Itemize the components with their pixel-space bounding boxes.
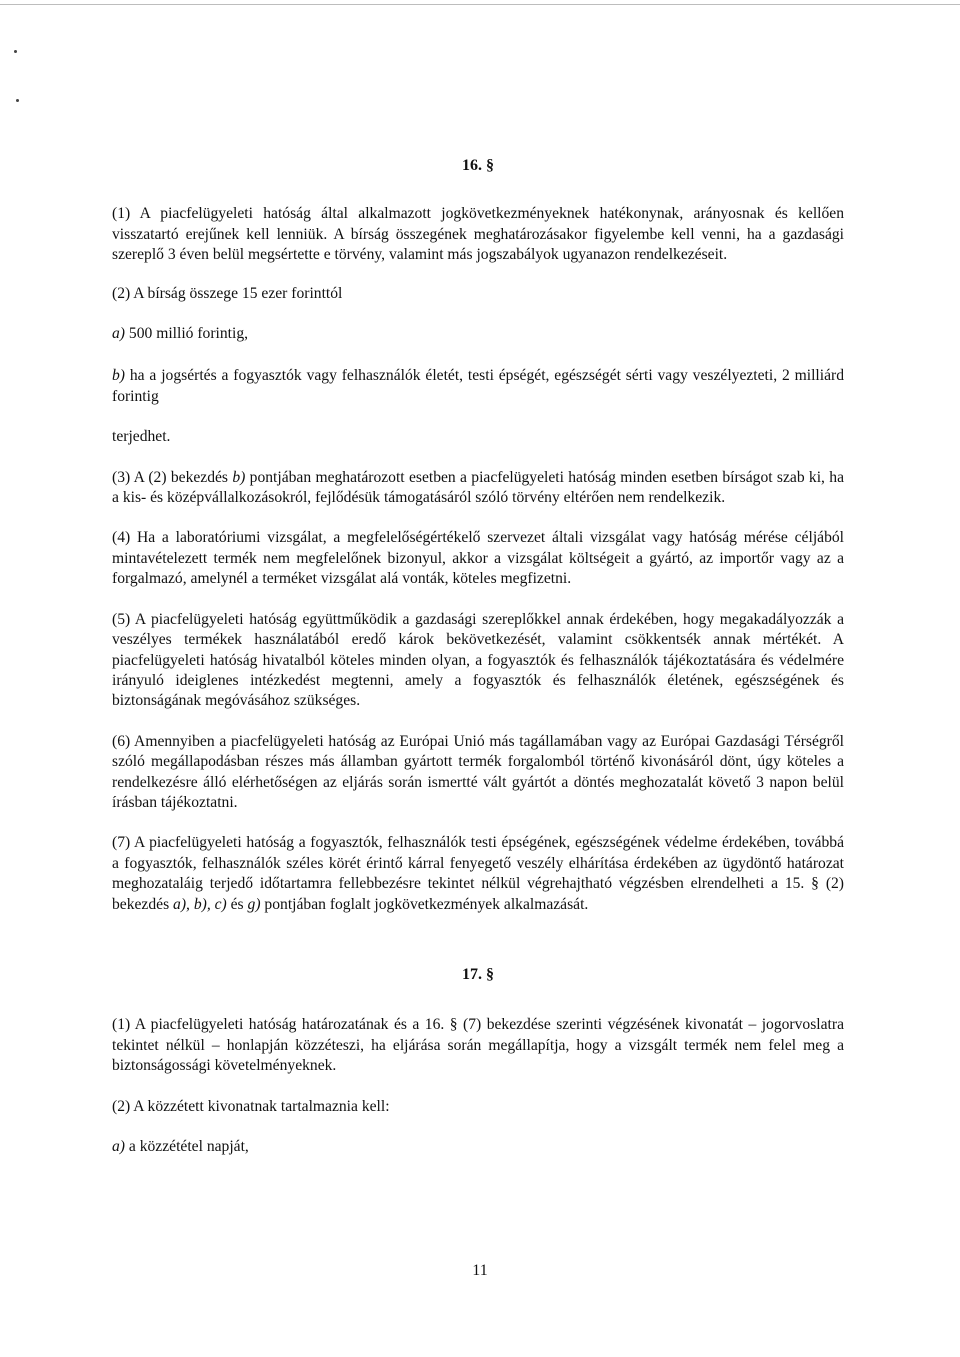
p7-ref-g: g) [247, 895, 261, 913]
point-17-2-a [112, 1137, 844, 1157]
scan-dot-1 [14, 50, 17, 53]
scan-dot-2 [16, 99, 19, 102]
paragraph-16-2-end: terjedhet. [112, 428, 171, 446]
p3-text-pre: (3) A (2) bekezdés [112, 468, 233, 486]
top-rule [0, 4, 960, 5]
paragraph-16-7 [112, 833, 844, 915]
point-16-2-b [112, 366, 844, 407]
paragraph-16-6: (6) Amennyiben a piacfelügyeleti hatóság az Európai Unió más tagállamában vagy az Európai Gazdasági Térségről szóló megállapodásban részes más államban gyártott termék forgalomból történő kivonásáról dönt, úgy köteles a rendelkezésre álló elérhetőségen az eljárás során ismertté vált gyártót a döntés meghozatalát követő 3 napon belül írásban tájékoztatni. [112, 732, 844, 811]
point-16-2-a [112, 324, 844, 344]
section-heading-17: 17. § [462, 965, 494, 983]
section-heading-16: 16. § [462, 157, 494, 174]
paragraph-16-1: (1) A piacfelügyeleti hatóság által alkalmazott jogkövetkezményeknek hatékonynak, arányosnak és kellően visszatartó erejűnek kell lenniük. A bírság összegének meghatározásakor figyelembe kell venni, ha a gazdasági szereplő 3 éven belül megsértette e törvény, valamint más jogszabályok ugyanazon rendelkezéseit. [112, 205, 844, 264]
paragraph-16-4: (4) Ha a laboratóriumi vizsgálat, a megfelelőségértékelő szervezet általi vizsgálat vagy hatóság mérése céljából mintavételezett termék nem megfelelőnek bizonyul, akkor a vizsgálat költségeit a gyártó, az importőr vagy az a forgalmazó, amelynél a terméket vizsgálat alá vonták, köteles megfizetni. [112, 529, 844, 588]
p7-text-pre: (7) A piacfelügyeleti hatóság a fogyasztók, felhasználók testi épségének, egészségének védelme érdekében, továbbá a fogyasztók, felhasználók széles körét érintő kárral fenyegető veszély elhárítása érdekében az ügydöntő határozat meghozataláig terjedő időtartamra fellebbezésre tekintet nélkül végrehajtható végzésben elrendelheti a 15. § (2) bekezdés [112, 834, 844, 913]
paragraph-16-5: (5) A piacfelügyeleti hatóság együttműködik a gazdasági szereplőkkel annak érdekében, hogy megakadályozzák a veszélyes termékek használatából eredő károk bekövetkezését, valamint csökkentsék annak mértékét. A piacfelügyeleti hatóság hivatalból köteles minden olyan, a fogyasztók és felhasználók tájékoztatására és védelmére irányuló ideiglenes intézkedést megtenni, amely a fogyasztók és felhasználók életének, egészségének és biztonságának megóvásához szükséges. [112, 610, 844, 710]
p3-text-post: pontjában meghatározott esetben a piacfelügyeleti hatóság minden esetben bírságot szab ki, ha a kis- és középvállalkozásokról, fejlődésük támogatásáról szóló törvény eltérően nem rendelkezik. [112, 468, 844, 507]
page-number: 11 [472, 1262, 488, 1279]
point-text-b: ha a jogsértés a fogyasztók vagy felhasználók életét, testi épségét, egészségét sérti vagy veszélyezteti, 2 milliárd forintig [112, 367, 844, 405]
paragraph-16-2: (2) A bírság összege 15 ezer forinttól [112, 284, 343, 302]
p3-ref: b) [232, 468, 246, 486]
p7-text-post: pontjában foglalt jogkövetkezmények alkalmazását. [260, 895, 589, 913]
point-17-label-a: a) [112, 1138, 125, 1155]
point-17-text-a: a közzététel napját, [125, 1138, 249, 1155]
point-label-a: a) [112, 325, 125, 343]
paragraph-17-2: (2) A közzétett kivonatnak tartalmaznia kell: [112, 1097, 390, 1115]
point-label-b: b) [112, 367, 125, 385]
p7-refs: a), b), c) [173, 895, 227, 913]
p7-text-mid: és [226, 895, 248, 913]
paragraph-17-1: (1) A piacfelügyeleti hatóság határozatának és a 16. § (7) bekezdése szerinti végzésének kivonatát – jogorvoslatra tekintet nélkül – honlapján közzéteszi, ha eljárása során megállapítja, hogy a vizsgált termék nem felel meg a biztonságossági követelményeknek. [112, 1016, 844, 1075]
paragraph-16-3 [112, 468, 844, 509]
document-page [112, 156, 844, 1157]
point-text-a: 500 millió forintig, [125, 325, 249, 343]
